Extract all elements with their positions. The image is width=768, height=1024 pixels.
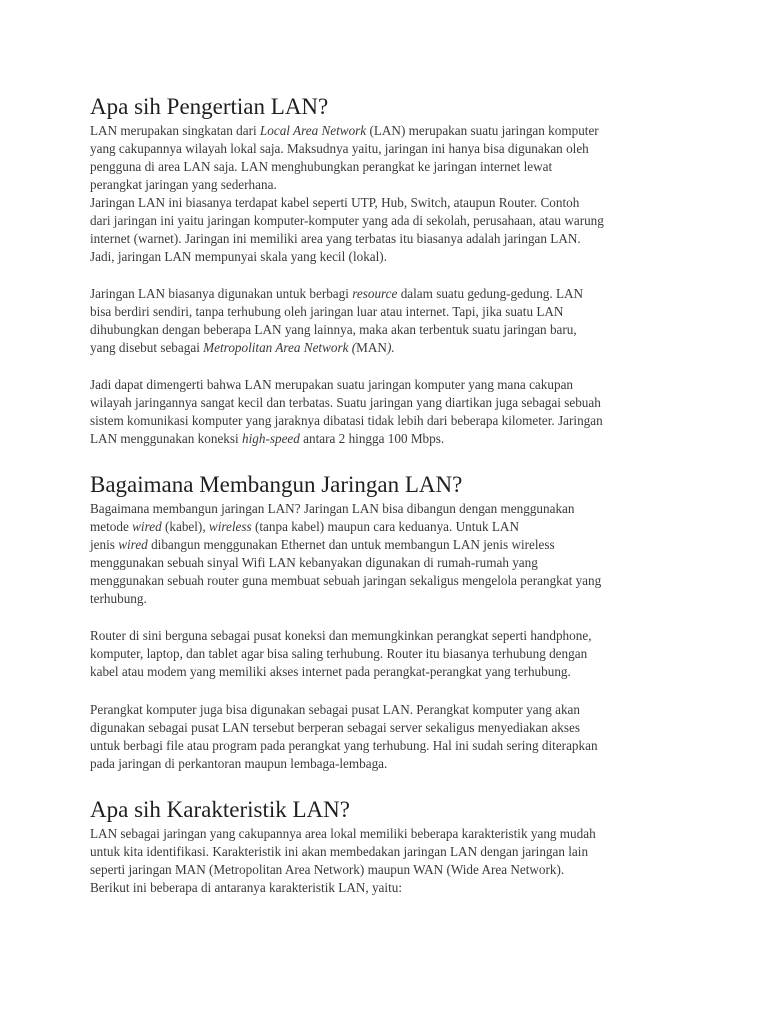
section-heading-pengertian-lan: Apa sih Pengertian LAN? — [90, 94, 329, 119]
text-line — [90, 719, 690, 737]
text-run: kabel atau modem yang memiliki akses internet pada perangkat-perangkat yang terhubung. — [90, 664, 571, 679]
text-run: LAN merupakan singkatan dari — [90, 123, 260, 138]
text-run: LAN sebagai jaringan yang cakupannya area lokal memiliki beberapa karakteristik yang mudah — [90, 826, 596, 841]
text-run: Berikut ini beberapa di antaranya karakteristik LAN, yaitu: — [90, 880, 402, 895]
text-run: metode — [90, 519, 133, 534]
text-line — [90, 394, 690, 412]
text-line — [90, 518, 690, 536]
text-line — [90, 303, 690, 321]
text-run: (tanpa kabel) maupun cara keduanya. Untuk LAN — [251, 519, 519, 534]
text-line — [90, 230, 690, 248]
paragraph — [90, 500, 690, 608]
text-run: yang cakupannya wilayah lokal saja. Maksudnya yaitu, jaringan ini hanya bisa digunakan oleh — [90, 141, 589, 156]
italic-text: wired — [118, 537, 148, 552]
italic-text: Metropolitan Area Network ( — [203, 340, 357, 355]
text-run: pada jaringan di perkantoran maupun lembaga-lembaga. — [90, 756, 388, 771]
text-run: jenis — [90, 537, 119, 552]
text-run: perangkat jaringan yang sederhana. — [90, 177, 277, 192]
text-line — [90, 645, 690, 663]
text-run: menggunakan sebuah router guna membuat sebuah jaringan sekaligus mengelola perangkat yang — [90, 573, 602, 588]
paragraph — [90, 122, 690, 266]
text-run: dibangun menggunakan Ethernet dan untuk membangun LAN jenis wireless — [147, 537, 555, 552]
text-line — [90, 430, 690, 448]
text-run: seperti jaringan MAN (Metropolitan Area Network) maupun WAN (Wide Area Network). — [90, 862, 565, 877]
text-line — [90, 701, 690, 719]
text-line — [90, 285, 690, 303]
paragraph — [90, 627, 690, 681]
text-line — [90, 554, 690, 572]
text-line — [90, 861, 690, 879]
text-line — [90, 176, 690, 194]
text-line — [90, 376, 690, 394]
text-line — [90, 879, 690, 897]
text-run: yang disebut sebagai — [90, 340, 204, 355]
text-run: dihubungkan dengan beberapa LAN yang lainnya, maka akan terbentuk suatu jaringan baru, — [90, 322, 577, 337]
text-run: digunakan sebagai pusat LAN tersebut berperan sebagai server sekaligus menyediakan akses — [90, 720, 580, 735]
text-run: antara 2 hingga 100 Mbps. — [299, 431, 445, 446]
article — [90, 92, 690, 897]
text-run: bisa berdiri sendiri, tanpa terhubung oleh jaringan luar atau internet. Tapi, jika suatu LAN — [90, 304, 564, 319]
text-run: untuk berbagi file atau program pada perangkat yang terhubung. Hal ini sudah sering diterapkan — [90, 738, 598, 753]
paragraph — [90, 701, 690, 773]
paragraph — [90, 285, 690, 357]
paragraph — [90, 376, 690, 448]
text-line — [90, 737, 690, 755]
text-run: LAN menggunakan koneksi — [90, 431, 242, 446]
text-run: Router di sini berguna sebagai pusat koneksi dan memungkinkan perangkat seperti handphone, — [90, 628, 592, 643]
text-run: terhubung. — [90, 591, 147, 606]
italic-text: wired — [132, 519, 162, 534]
text-line — [90, 536, 690, 554]
text-line — [90, 248, 690, 266]
text-run: Bagaimana membangun jaringan LAN? Jaringan LAN bisa dibangun dengan menggunakan — [90, 501, 575, 516]
italic-text: wireless — [208, 519, 252, 534]
text-line — [90, 755, 690, 773]
text-line — [90, 843, 690, 861]
text-line — [90, 412, 690, 430]
text-run: Jadi dapat dimengerti bahwa LAN merupakan suatu jaringan komputer yang mana cakupan — [90, 377, 574, 392]
text-line — [90, 572, 690, 590]
text-run: Jaringan LAN biasanya digunakan untuk berbagi — [90, 286, 353, 301]
text-run: (LAN) merupakan suatu jaringan komputer — [366, 123, 599, 138]
text-run: menggunakan sebuah sinyal Wifi LAN kebanyakan digunakan di rumah-rumah yang — [90, 555, 538, 570]
text-run: pengguna di area LAN saja. LAN menghubungkan perangkat ke jaringan internet lewat — [90, 159, 553, 174]
text-run: dalam suatu gedung-gedung. LAN — [397, 286, 584, 301]
text-line — [90, 339, 690, 357]
text-line — [90, 122, 690, 140]
text-line — [90, 321, 690, 339]
section-heading-karakteristik-lan: Apa sih Karakteristik LAN? — [90, 797, 350, 822]
italic-text: ). — [386, 340, 395, 355]
text-run: internet (warnet). Jaringan ini memiliki area yang terbatas itu biasanya adalah jaringan LAN. — [90, 231, 581, 246]
italic-text: Local Area Network — [259, 123, 367, 138]
text-line — [90, 194, 690, 212]
text-line — [90, 590, 690, 608]
text-run: Jadi, jaringan LAN mempunyai skala yang kecil (lokal). — [90, 249, 387, 264]
text-line — [90, 663, 690, 681]
text-line — [90, 825, 690, 843]
text-line — [90, 158, 690, 176]
text-run: wilayah jaringannya sangat kecil dan terbatas. Suatu jaringan yang diartikan juga sebagai sebuah — [90, 395, 601, 410]
italic-text: high-speed — [242, 431, 300, 446]
text-run: Jaringan LAN ini biasanya terdapat kabel seperti UTP, Hub, Switch, ataupun Router. Contoh — [90, 195, 580, 210]
text-run: (kabel), — [161, 519, 209, 534]
text-line — [90, 140, 690, 158]
section-heading-membangun-jaringan-lan: Bagaimana Membangun Jaringan LAN? — [90, 472, 463, 497]
text-line — [90, 212, 690, 230]
text-run: dari jaringan ini yaitu jaringan komputer-komputer yang ada di sekolah, perusahaan, atau warung — [90, 213, 604, 228]
italic-text: resource — [352, 286, 398, 301]
paragraph — [90, 825, 690, 897]
text-run: untuk kita identifikasi. Karakteristik ini akan membedakan jaringan LAN dengan jaringan lain — [90, 844, 589, 859]
text-line — [90, 627, 690, 645]
text-line — [90, 500, 690, 518]
text-run: komputer, laptop, dan tablet agar bisa saling terhubung. Router itu biasanya terhubung dengan — [90, 646, 588, 661]
text-run: Perangkat komputer juga bisa digunakan sebagai pusat LAN. Perangkat komputer yang akan — [90, 702, 580, 717]
text-run: sistem komunikasi komputer yang jaraknya dibatasi tidak lebih dari beberapa kilometer. Jaringan — [90, 413, 603, 428]
text-run: MAN — [356, 340, 387, 355]
